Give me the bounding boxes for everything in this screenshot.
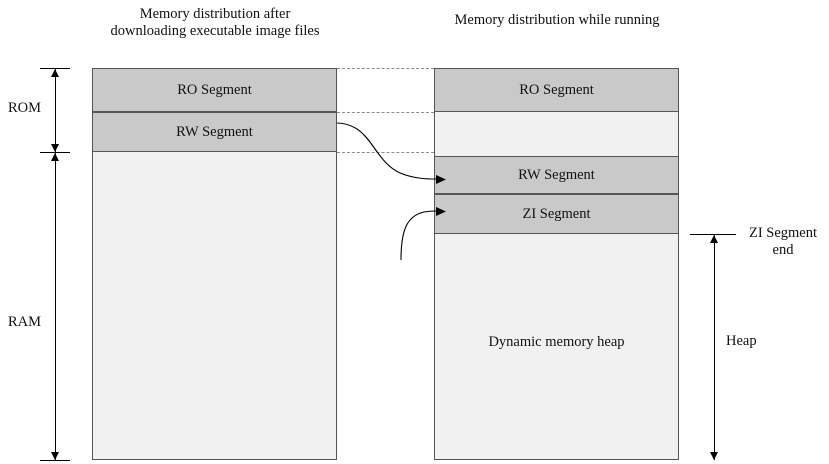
right-ro-segment-label: RO Segment xyxy=(519,81,594,98)
right-zi-segment-label: ZI Segment xyxy=(522,205,591,222)
ram-range-line xyxy=(55,152,56,460)
heap-label: Heap xyxy=(726,333,757,349)
ram-label: RAM xyxy=(8,314,42,330)
right-rw-segment xyxy=(434,156,679,194)
heap-bottom-arrowhead-icon xyxy=(710,452,718,460)
rom-label: ROM xyxy=(8,100,42,116)
right-heap-segment-label: Dynamic memory heap xyxy=(488,334,625,350)
right-heap-segment xyxy=(434,234,679,460)
ram-bottom-tick xyxy=(40,460,70,461)
ram-top-arrowhead-icon xyxy=(51,153,59,161)
guide-line-rw-bottom xyxy=(337,152,434,153)
rom-top-arrowhead-icon xyxy=(51,69,59,77)
left-rw-segment xyxy=(92,112,337,152)
ram-bottom-arrowhead-icon xyxy=(51,452,59,460)
rom-range-line xyxy=(55,68,56,152)
rw-copy-arrow-path xyxy=(337,123,436,179)
left-ro-segment xyxy=(92,68,337,112)
left-ro-segment-label: RO Segment xyxy=(177,81,252,98)
left-rw-segment-label: RW Segment xyxy=(176,123,253,140)
right-diagram-title: Memory distribution while running xyxy=(454,12,660,28)
left-diagram-title: Memory distribution after downloading executable image files xyxy=(110,6,320,39)
right-unused-gap xyxy=(434,112,679,156)
zi-segment-end-label: ZI Segment end xyxy=(748,225,818,258)
right-rw-segment-label: RW Segment xyxy=(518,166,595,183)
right-ro-segment xyxy=(434,68,679,112)
right-zi-segment xyxy=(434,194,679,234)
heap-top-arrowhead-icon xyxy=(710,235,718,243)
guide-line-ro-bottom xyxy=(337,112,434,113)
heap-range-line xyxy=(714,234,715,460)
zi-create-arrow-path xyxy=(401,211,436,260)
rom-bottom-arrowhead-icon xyxy=(51,144,59,152)
guide-line-ro-top xyxy=(337,68,434,69)
